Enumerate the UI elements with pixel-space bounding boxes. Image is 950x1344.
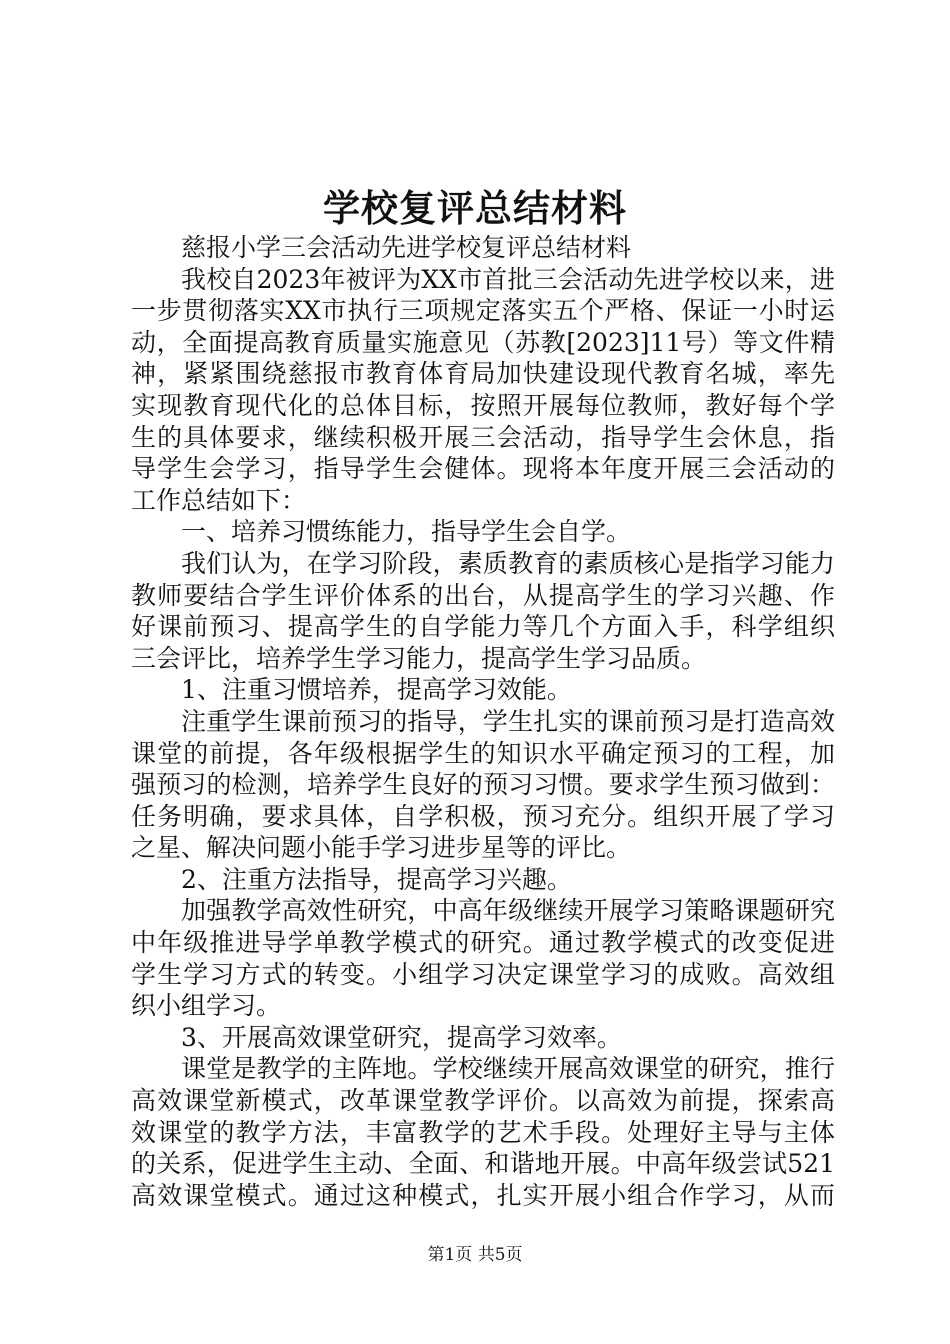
text-line: 效课堂的教学方法，丰富教学的艺术手段。处理好主导与主体 xyxy=(131,1117,835,1147)
text-line: 的关系，促进学生主动、全面、和谐地开展。中高年级尝试521 xyxy=(131,1149,835,1179)
text-line: 高效课堂模式。通过这种模式，扎实开展小组合作学习，从而 xyxy=(131,1180,835,1210)
text-line: 导学生会学习，指导学生会健体。现将本年度开展三会活动的 xyxy=(131,454,835,484)
document-body xyxy=(131,232,835,1211)
text-line: 高效课堂新模式，改革课堂教学评价。以高效为前提，探索高 xyxy=(131,1086,835,1116)
text-line: 之星、解决问题小能手学习进步星等的评比。 xyxy=(131,833,632,863)
text-line: 强预习的检测，培养学生良好的预习习惯。要求学生预习做到： xyxy=(131,770,835,800)
text-line: 3、开展高效课堂研究，提高学习效率。 xyxy=(181,1022,622,1052)
text-line: 慈报小学三会活动先进学校复评总结材料 xyxy=(181,233,632,262)
text-line: 我们认为，在学习阶段，素质教育的素质核心是指学习能力 xyxy=(181,548,835,578)
text-line: 一、培养习惯练能力，指导学生会自学。 xyxy=(181,517,632,547)
text-line: 学生学习方式的转变。小组学习决定课堂学习的成败。高效组 xyxy=(131,959,835,989)
text-line: 2、注重方法指导，提高学习兴趣。 xyxy=(181,864,572,894)
text-line: 实现教育现代化的总体目标，按照开展每位教师，教好每个学 xyxy=(131,390,835,420)
text-line: 课堂的前提，各年级根据学生的知识水平确定预习的工程，加 xyxy=(131,738,835,768)
text-line: 织小组学习。 xyxy=(131,991,282,1021)
text-line: 生的具体要求，继续积极开展三会活动，指导学生会休息，指 xyxy=(131,422,835,452)
text-line: 中年级推进导学单教学模式的研究。通过教学模式的改变促进 xyxy=(131,928,835,958)
text-line: 我校自2023年被评为XX市首批三会活动先进学校以来，进 xyxy=(181,264,835,294)
text-line: 一步贯彻落实XX市执行三项规定落实五个严格、保证一小时运 xyxy=(131,296,835,326)
text-line: 教师要结合学生评价体系的出台，从提高学生的学习兴趣、作 xyxy=(131,580,835,610)
document-title: 学校复评总结材料 xyxy=(323,186,627,230)
page-footer: 第1页 共5页 xyxy=(427,1245,523,1265)
text-line: 工作总结如下： xyxy=(131,485,307,515)
text-line: 动，全面提高教育质量实施意见（苏教[2023]11号）等文件精 xyxy=(131,327,835,357)
text-line: 注重学生课前预习的指导，学生扎实的课前预习是打造高效 xyxy=(181,706,835,736)
text-line: 好课前预习、提高学生的自学能力等几个方面入手，科学组织 xyxy=(131,612,835,642)
text-line: 任务明确，要求具体，自学积极，预习充分。组织开展了学习 xyxy=(131,801,835,831)
text-line: 课堂是教学的主阵地。学校继续开展高效课堂的研究，推行 xyxy=(181,1054,835,1084)
text-line: 神，紧紧围绕慈报市教育体育局加快建设现代教育名城，率先 xyxy=(131,359,835,389)
text-line: 加强教学高效性研究，中高年级继续开展学习策略课题研究 xyxy=(181,896,835,926)
text-line: 三会评比，培养学生学习能力，提高学生学习品质。 xyxy=(131,643,707,673)
text-line: 1、注重习惯培养，提高学习效能。 xyxy=(181,675,572,705)
